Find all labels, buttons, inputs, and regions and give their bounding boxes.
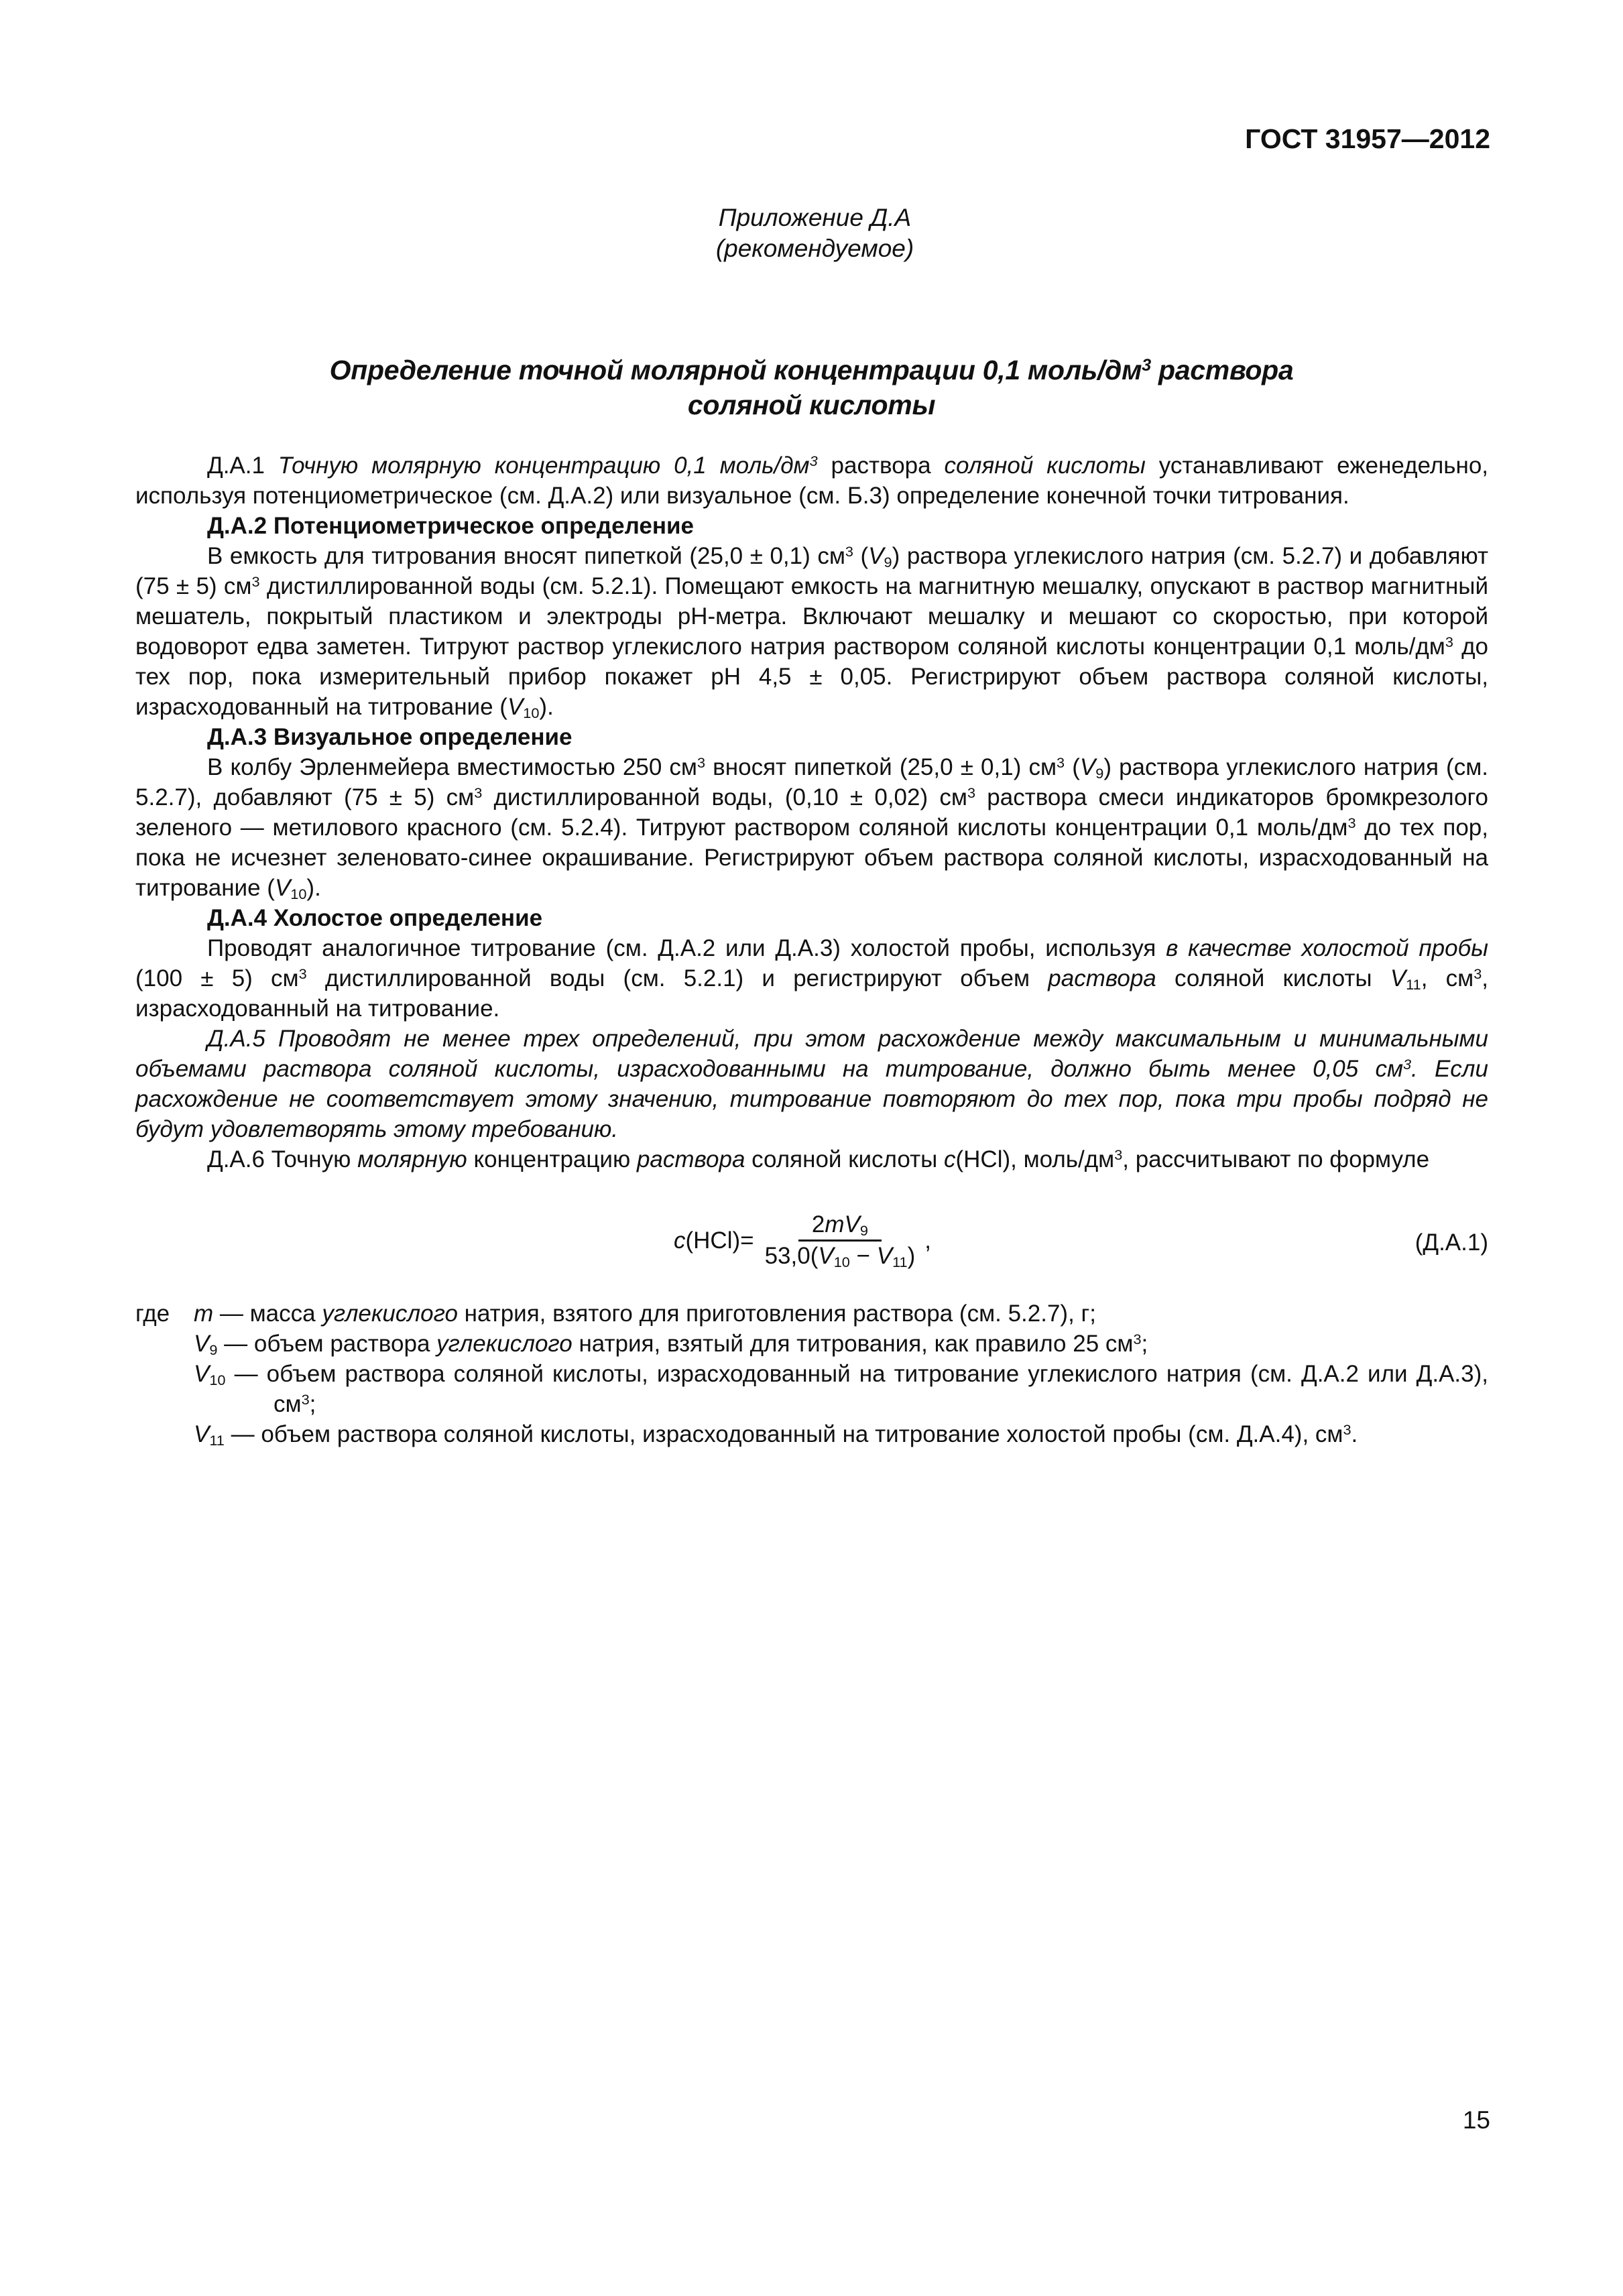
- paragraph-da3: В колбу Эрленмейера вместимостью 250 $см^3$ вносят пипеткой (25,0 ± 0,1) $см^3$ $(V_9)$ раствора углекислого натрия (см. 5.2.7), добавляют (75 ± 5) $см^3$ дистиллированной воды, (0,10 ± 0,02) $см^3$ раствора смеси индикаторов бромкрезолого зеленого — метилового красного (см. 5.2.4). Титруют раствором соляной кислоты концентрации 0,1 моль/$дм^3$ до тех пор, пока не исчезнет зеленовато-синее окрашивание. Регистрируют объем раствора соляной кислоты, израсходованный на титрование $(V_{10})$.: [135, 754, 1488, 903]
- standard-code: ГОСТ 31957—2012: [1245, 123, 1490, 154]
- section-heading-da4: Д.А.4 Холостое определение: [207, 905, 543, 931]
- title-line-1: Определение точной молярной концентрации 0,1 моль/$дм^3$ раствора: [329, 355, 1294, 385]
- definition-m: где m — масса углекислого натрия, взятого для приготовления раствора (см. 5.2.7), г;: [135, 1301, 1097, 1327]
- paragraph-da2: В емкость для титрования вносят пипеткой (25,0 ± 0,1) $см^3$ $(V_9)$ раствора углекислого натрия (см. 5.2.7) и добавляют (75 ± 5) $см^3$ дистиллированной воды (см. 5.2.1). Помещают емкость на магнитную мешалку, опускают в раствор магнитный мешатель, покрытый пластиком и электроды pH-метра. Включают мешалку и мешают со скоростью, при которой водоворот едва заметен. Титруют раствор углекислого натрия раствором соляной кислоты концентрации 0,1 моль/$дм^3$ до тех пор, пока измерительный прибор покажет pH 4,5 ± 0,05. Регистрируют объем раствора соляной кислоты, израсходованный на титрование $(V_{10})$.: [135, 543, 1489, 722]
- formula-lhs: c(HCl)=: [674, 1227, 754, 1254]
- annex-heading: [0, 202, 1623, 264]
- section-heading-da2: Д.А.2 Потенциометрическое определение: [207, 513, 694, 539]
- title-line-2: соляной кислоты: [687, 389, 936, 420]
- definition-v10: $V_{10}$ — объем раствора соляной кислоты, израсходованный на титрование углекислого натрия (см. Д.А.2 или Д.А.3), $см^3$;: [194, 1361, 1488, 1417]
- paragraph-da5: Д.А.5 Проводят не менее трех определений, при этом расхождение между максимальным и минимальными объемами раствора соляной кислоты, израсходованными на титрование, должно быть менее 0,05 $см^3$. Если расхождение не соответствует этому значению, титрование повторяют до тех пор, пока три пробы подряд не будут удовлетворять этому требованию.: [135, 1026, 1489, 1142]
- formula-numerator: $2mV_9$: [798, 1210, 882, 1242]
- paragraph-da1: Д.А.1 Точную молярную концентрацию 0,1 моль/$дм^3$ раствора соляной кислоты устанавливают еженедельно, используя потенциометрическое (см. Д.А.2) или визуальное (см. Б.3) определение конечной точки титрования.: [135, 452, 1489, 509]
- formula-denominator: $53,0(V_{10} - V_{11})$: [764, 1243, 916, 1271]
- section-heading-da3: Д.А.3 Визуальное определение: [207, 724, 573, 750]
- formula-number: (Д.А.1): [1415, 1229, 1488, 1256]
- formula-da1: [135, 1198, 1488, 1298]
- annex-name: Приложение Д.А: [718, 204, 912, 231]
- page-number: 15: [1462, 2106, 1490, 2134]
- definition-v11: $V_{11}$ — объем раствора соляной кислоты, израсходованный на титрование холостой пробы (см. Д.А.4), $см^3$.: [194, 1421, 1358, 1449]
- formula-fraction: [760, 1210, 921, 1271]
- annex-title: [0, 353, 1623, 422]
- variable-definitions: [135, 1298, 1488, 1449]
- definition-v9: $V_9$ — объем раствора углекислого натрия, взятый для титрования, как правило 25 $см^3$;: [194, 1331, 1148, 1359]
- formula-expression: c(HCl)= $\frac{2mV_9}{53,0(V_{10} - V_{11})}$ ,: [674, 1211, 931, 1271]
- paragraph-da4: Проводят аналогичное титрование (см. Д.А.2 или Д.А.3) холостой пробы, используя в качестве холостой пробы (100 ± 5) $см^3$ дистиллированной воды (см. 5.2.1) и регистрируют объем раствора соляной кислоты $V_{11}$, $см^3$, израсходованный на титрование.: [135, 935, 1489, 1022]
- paragraph-da6: Д.А.6 Точную молярную концентрацию раствора соляной кислоты c(HCl), моль/$дм^3$, рассчитывают по формуле: [207, 1146, 1430, 1172]
- annex-status: (рекомендуемое): [715, 235, 914, 262]
- annex-body: [135, 450, 1488, 1449]
